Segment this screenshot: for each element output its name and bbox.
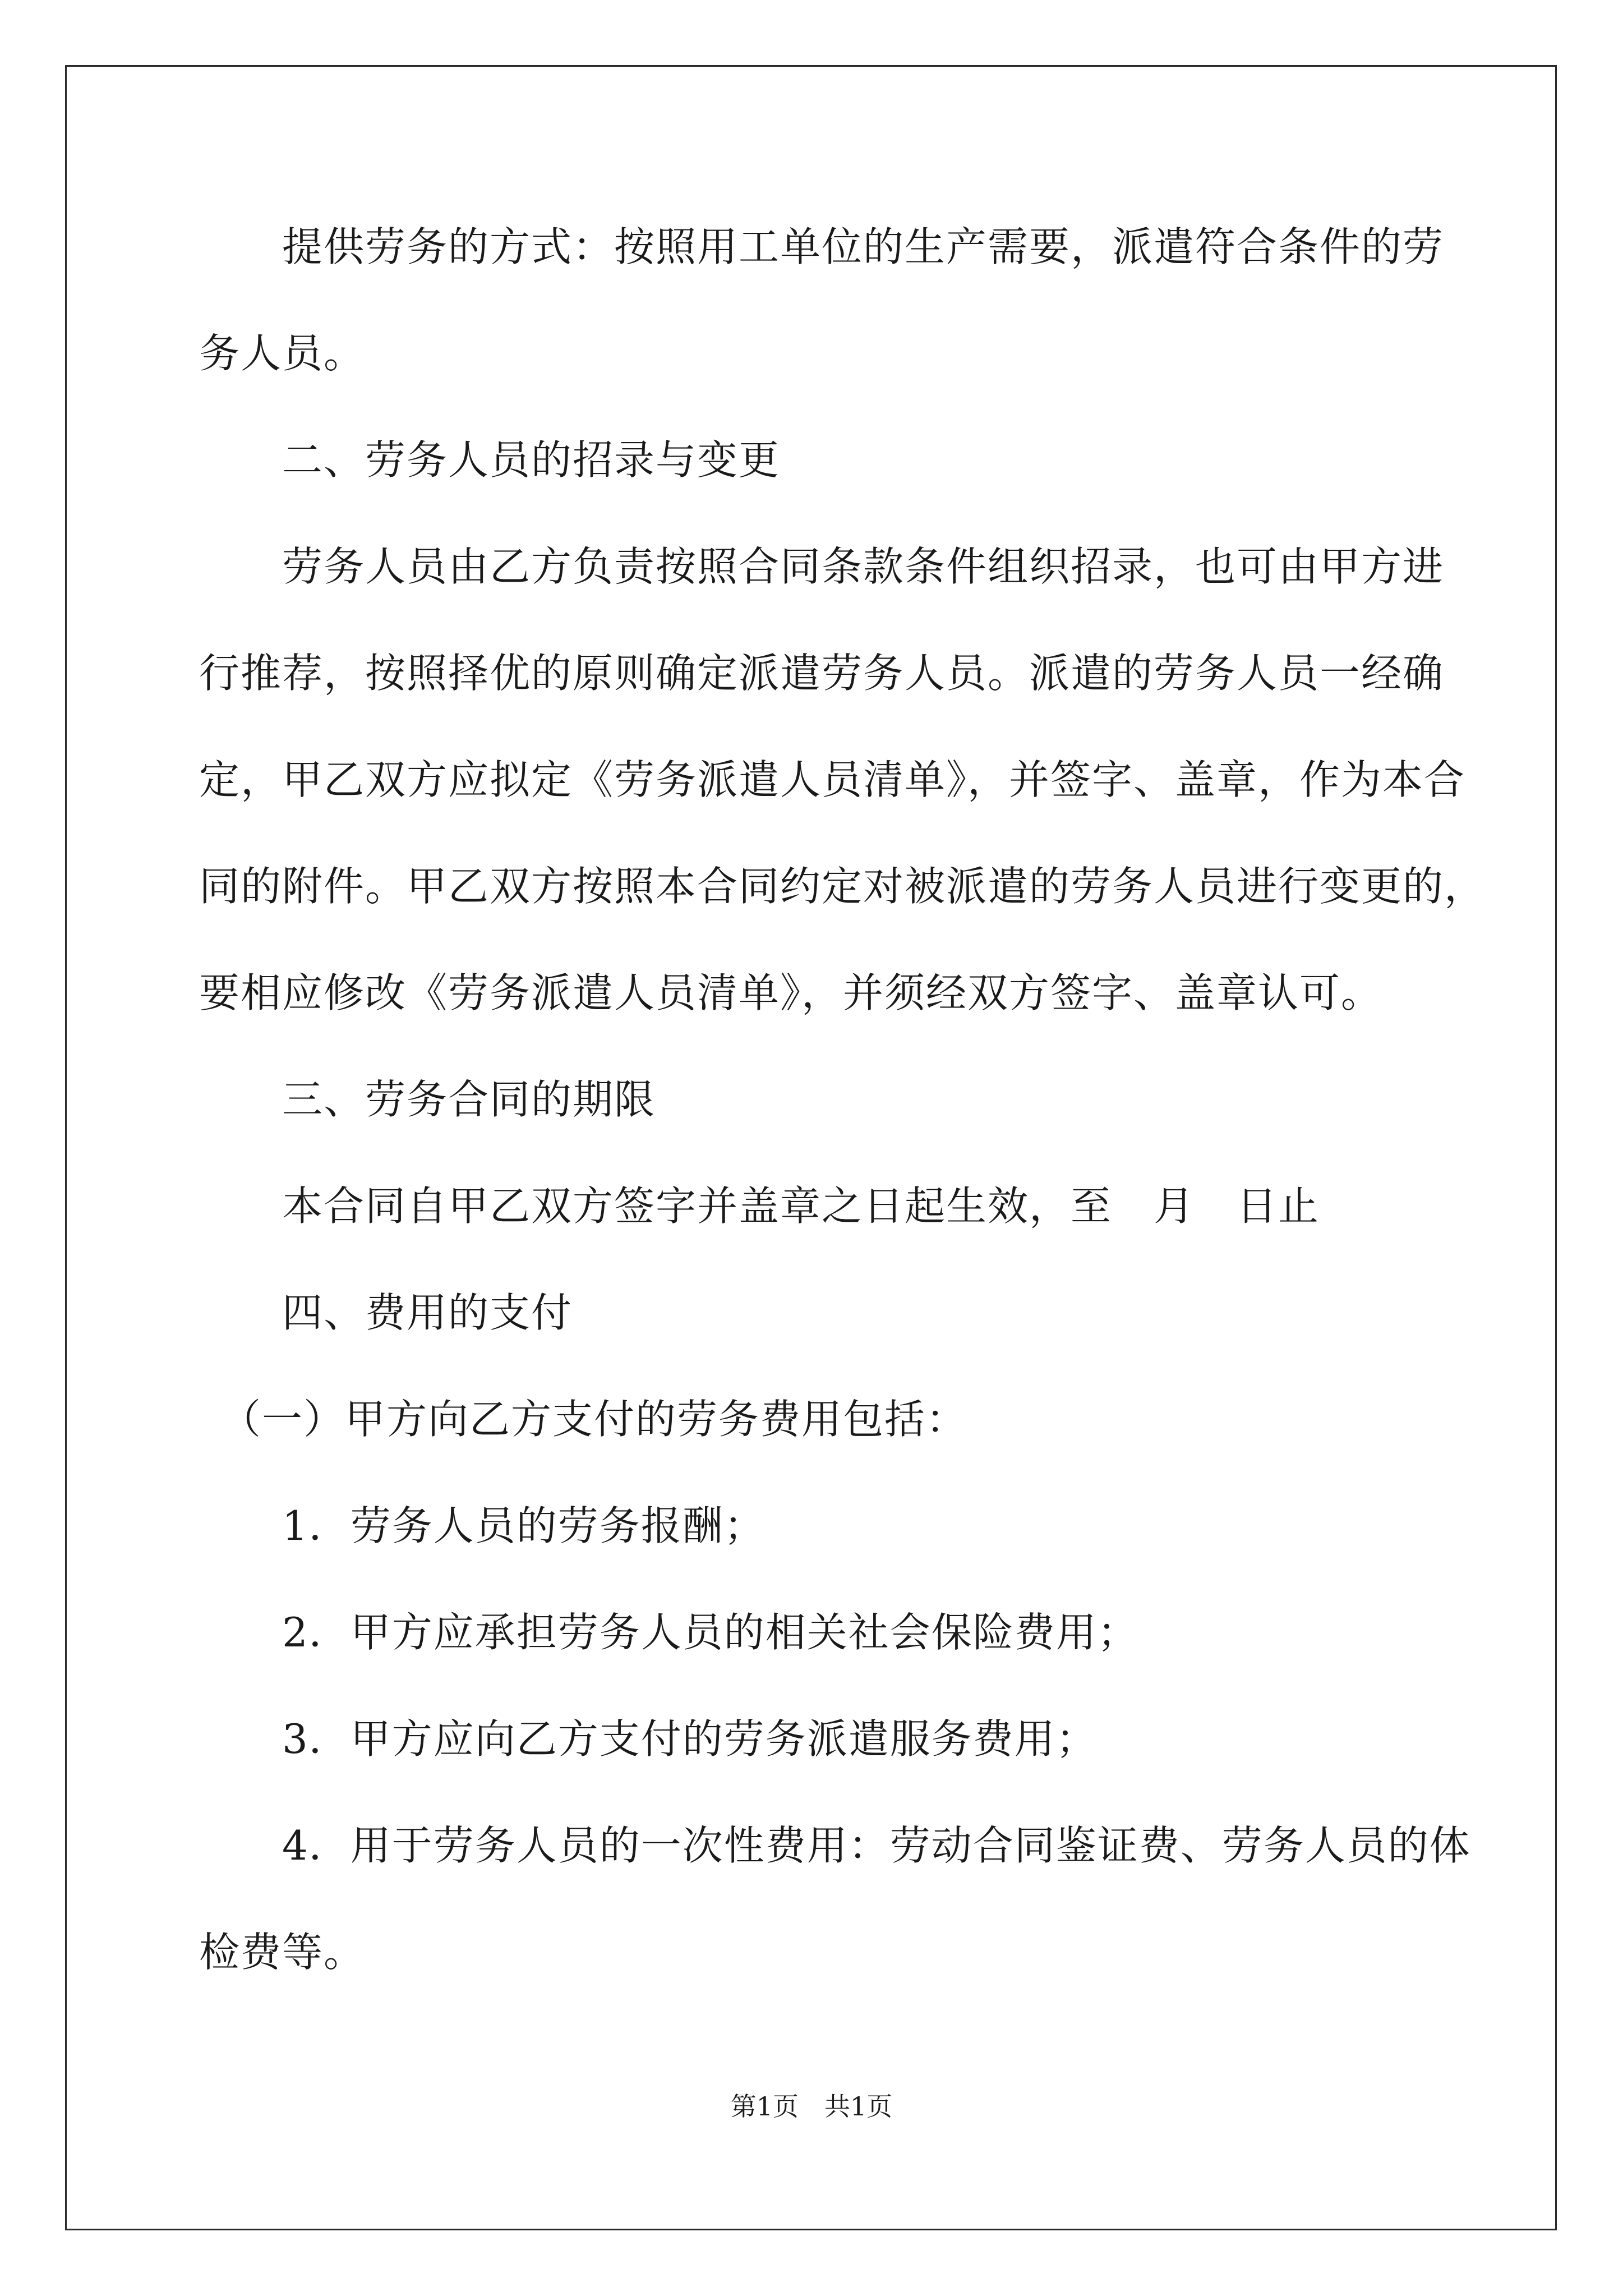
page-number-footer: 第1页 共1页 (730, 2091, 893, 2122)
page-border (65, 65, 1557, 2230)
paragraph-line: 要相应修改《劳务派遣人员清单》，并须经双方签字、盖章认可。 (199, 969, 1383, 1016)
paragraph-line: 定，甲乙双方应拟定《劳务派遣人员清单》，并签字、盖章，作为本合 (199, 756, 1466, 803)
list-item: 4．用于劳务人员的一次性费用：劳动合同鉴证费、劳务人员的体 (199, 1822, 1471, 1869)
paragraph-line: 提供劳务的方式：按照用工单位的生产需要，派遣符合条件的劳 (199, 223, 1445, 270)
section-heading: 三、劳务合同的期限 (199, 1076, 656, 1123)
section-heading: 二、劳务人员的招录与变更 (199, 436, 781, 484)
list-item: 3．甲方应向乙方支付的劳务派遣服务费用； (199, 1715, 1098, 1763)
list-item-continuation: 检费等。 (199, 1929, 366, 1976)
list-item: 1．劳务人员的劳务报酬； (199, 1502, 766, 1549)
paragraph-line: 本合同自甲乙双方签字并盖章之日起生效，至 月 日止 (199, 1182, 1320, 1230)
list-item: 2．甲方应承担劳务人员的相关社会保险费用； (199, 1609, 1139, 1656)
subsection-heading: （一）甲方向乙方支付的劳务费用包括： (199, 1396, 968, 1443)
paragraph-line: 行推荐，按照择优的原则确定派遣劳务人员。派遣的劳务人员一经确 (199, 650, 1445, 697)
section-heading: 四、费用的支付 (199, 1289, 573, 1336)
paragraph-line: 劳务人员由乙方负责按照合同条款条件组织招录，也可由甲方进 (199, 543, 1445, 590)
paragraph-line: 同的附件。甲乙双方按照本合同约定对被派遣的劳务人员进行变更的， (199, 863, 1486, 910)
paragraph-line: 务人员。 (199, 330, 366, 377)
